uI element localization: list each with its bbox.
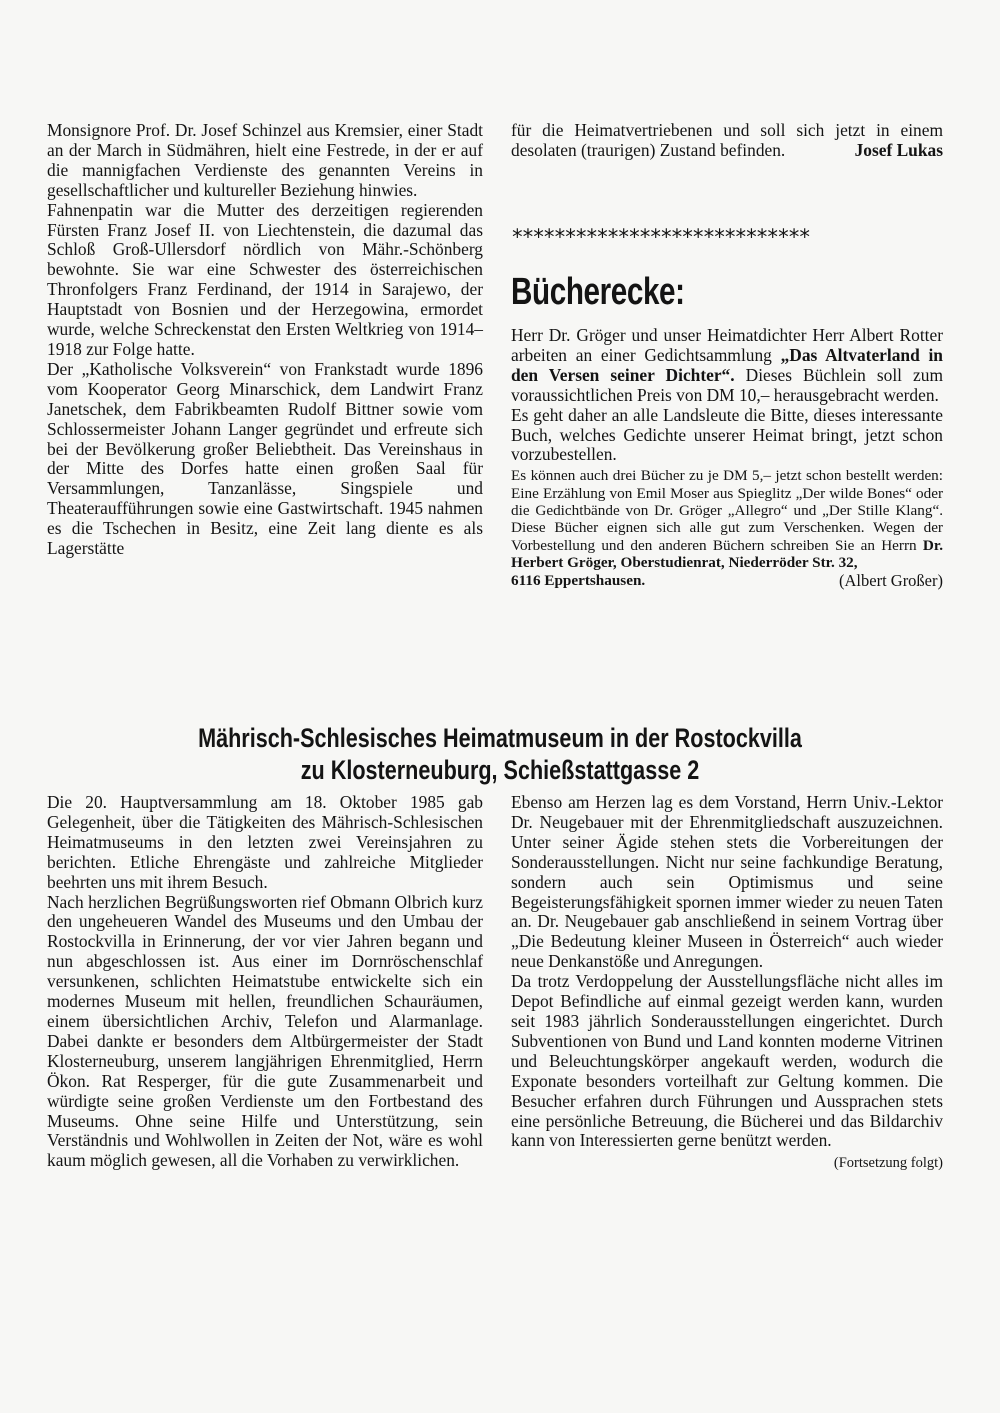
lower-right-column [511, 793, 943, 1173]
paragraph-bitte: Es geht daher an alle Landsleute die Bitte, dieses interessante Buch, welches Gedichte unserer Heimat bringt, jetzt schon vorzubestellen. [511, 404, 943, 465]
separator-stars: **************************** [511, 225, 810, 249]
upper-right-column [511, 121, 943, 161]
paragraph-sonderausstellungen: Da trotz Verdoppelung der Ausstellungsfläche nicht alles im Depot Befindliche auf einmal gezeigt werden kann, wurden seit 1983 jährlich Sonderausstellungen eingerichtet. Durch Subventionen von Bund und Land konnten moderne Vitrinen und Beleuchtungskörper angekauft werden, wodurch die Exponate besonders vorteilhaft zur Geltung kommen. Die Besucher erfahren durch Führungen und Aussprachen stets eine persönliche Betreuung, die Bücherei und das Bildarchiv kann von Interessierten gerne benützt werden. [511, 971, 943, 1151]
book-title-altvaterland: „Das Altvaterland in den Versen seiner Dichter“. [511, 344, 943, 385]
continued-note: (Fortsetzung folgt) [833, 1155, 943, 1172]
paragraph-festrede: Monsignore Prof. Dr. Josef Schinzel aus Kremsier, einer Stadt an der March in Südmähren, hielt eine Festrede, in der er auf die mannigfachen Verdienste des genannten Vereins in gesellschaftlicher und kultureller Beziehung hinwies. [47, 120, 483, 200]
paragraph-fahnenpatin: Fahnenpatin war die Mutter des derzeitigen regierenden Fürsten Franz Josef II. von Liechtenstein, die dazumal das Schloß Groß-Ullersdorf nördlich von Mähr.-Schönberg bewohnte. Sie war eine Schwester des österreichischen Thronfolgers Franz Ferdinand, der 1914 in Sarajewo, der Hauptstadt von Bosnien und der Herzegowina, ermordet wurde, welche Schreckenstat den Ersten Weltkrieg von 1914–1918 zur Folge hatte. [47, 199, 483, 359]
contact-address: 6116 Eppertshausen. [511, 572, 646, 590]
buecherecke-column [511, 326, 943, 590]
address-line [511, 571, 943, 590]
paragraph-volksverein: Der „Katholische Volksverein“ von Frankstadt wurde 1896 vom Kooperator Georg Minarschick, dem Landwirt Franz Janetschek, dem Fabrikbeamten Rudolf Bittner sowie vom Schlossermeister Johann Langer gegründet und erfreute sich bei der Bevölkerung großer Beliebtheit. Das Vereinshaus in der Mitte des Dorfes hatte einen großen Saal für Versammlungen, Tanzanlässe, Singspiele und Theateraufführungen sowie eine Gastwirtschaft. 1945 nahmen es die Tschechen in Besitz, eine Zeit lang diente es als Lagerstätte [47, 358, 483, 559]
lower-left-column [47, 793, 483, 1171]
paragraph-weitere-buecher [511, 467, 943, 571]
article-title [0, 722, 1000, 786]
contact-name: Dr. Herbert Gröger, Oberstudienrat, Niederröder Str. 32, [511, 536, 943, 571]
paragraph-hauptversammlung: Die 20. Hauptversammlung am 18. Oktober 1985 gab Gelegenheit, über die Tätigkeiten des Mährisch-Schlesischen Heimatmuseums in den letzten zwei Vereinsjahren zu berichten. Etliche Ehrengäste und zahlreiche Mitglieder beehrten uns mit ihrem Besuch. [47, 792, 483, 892]
text-gedichtsammlung-end: Dieses Büchlein soll zum voraussichtlichen Preis von DM 10,– herausgebracht werden. [511, 364, 944, 405]
author-grosser: (Albert Großer) [839, 571, 943, 591]
paragraph-ehrenmitgliedschaft: Ebenso am Herzen lag es dem Vorstand, Herrn Univ.-Lektor Dr. Neugebauer mit der Ehrenmitgliedschaft auszuzeichnen. Unter seiner Ägide stehen stets die Vorbereitungen der Sonderausstellungen. Nicht nur seine fachkundige Beratung, sondern auch sein Optimismus und seine Begeisterungsfähigkeit spornen immer wieder zu neuen Taten an. Dr. Neugebauer gab anschließend in seinem Vortrag über „Die Bedeutung kleiner Museen in Österreich“ auch wieder neue Denkanstöße und Anregungen. [511, 792, 943, 972]
article-title-line2: zu Klosterneuburg, Schießstattgasse 2 [300, 755, 700, 785]
article-title-line1: Mährisch-Schlesisches Heimatmuseum in der Rostockvilla [198, 723, 802, 753]
text-gedichtsammlung-start: Herr Dr. Gröger und unser Heimatdichter Herr Albert Rotter arbeiten an einer Gedichtsammlung [511, 325, 943, 365]
section-heading-buecherecke: Bücherecke: [511, 271, 685, 313]
paragraph-gedichtsammlung [511, 326, 943, 406]
author-signature-lukas: Josef Lukas [854, 139, 943, 160]
text-weitere-buecher: Es können auch drei Bücher zu je DM 5,– jetzt schon bestellt werden: Eine Erzählung von Emil Moser aus Spieglitz „Der wilde Bones“ oder die Gedichtbände von Dr. Gröger „Allegro“ und „Der Stille Klang“. Diese Bücher eignen sich alle gut zum Verschenken. Wegen der Vorbestellung und den anderen Büchern schreiben Sie an Herrn [511, 467, 943, 554]
upper-left-column [47, 121, 483, 559]
paragraph-continuation: für die Heimatvertriebenen und soll sich jetzt in einem desolaten (traurigen) Zustand befinden. [511, 120, 943, 160]
paragraph-begruessung: Nach herzlichen Begrüßungsworten rief Obmann Olbrich kurz den ungeheueren Wandel des Museums und den Umbau der Rostockvilla in Erinnerung, der vor vier Jahren begann und nun abgeschlossen ist. Aus einer im Dornröschenschlaf versunkenen, schlichten Heimatstube entwickelte sich ein modernes Museum mit hellen, freundlichen Schauräumen, einem übersichtlichen Archiv, Telefon und Alarmanlage. Dabei dankte er besonders dem Altbürgermeister der Stadt Klosterneuburg, unserem langjährigen Ehrenmitglied, Herrn Ökon. Rat Resperger, für die gute Zusammenarbeit und würdigte seine großen Verdienste um den Fortbestand des Museums. Ohne seine Hilfe und Unterstützung, sein Verständnis und Wohlwollen in Zeiten der Not, wäre es wohl kaum möglich gewesen, all die Vorhaben zu verwirklichen. [47, 891, 483, 1171]
